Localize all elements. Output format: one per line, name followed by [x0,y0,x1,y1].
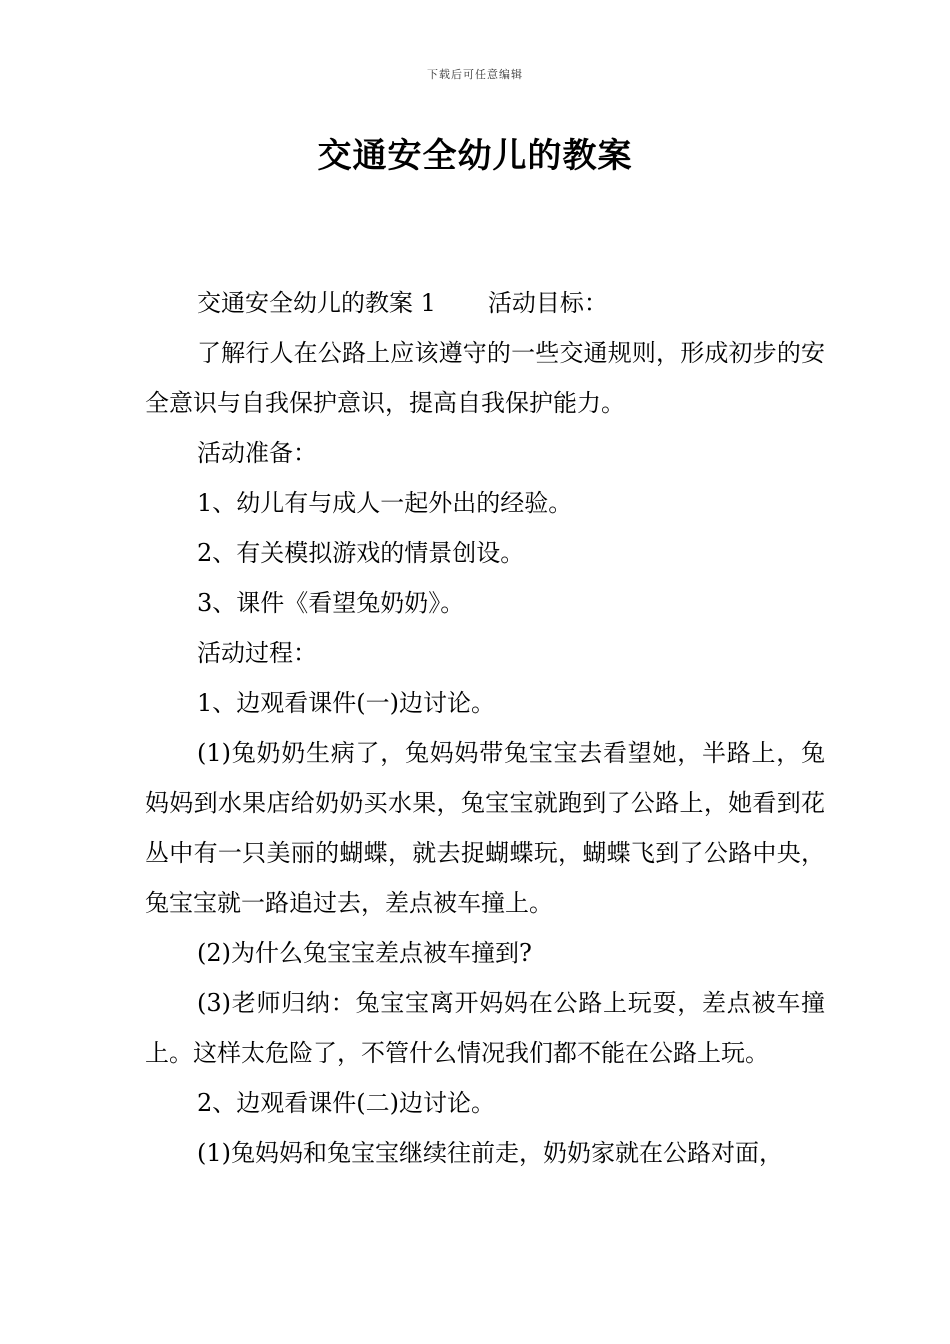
paragraph-prep-3: 3、课件《看望兔奶奶》。 [197,589,465,617]
paragraph-step-2: 2、边观看课件(二)边讨论。 [197,1089,495,1117]
paragraph-step-2-1: (1)兔妈妈和兔宝宝继续往前走，奶奶家就在公路对面， [197,1139,783,1167]
objective-heading: 活动目标： [487,289,608,317]
header-note: 下载后可任意编辑 [427,68,523,81]
paragraph-prep-2: 2、有关模拟游戏的情景创设。 [197,539,525,567]
section-label: 交通安全幼儿的教案 1 [197,289,436,317]
paragraph-preparation-heading: 活动准备： [197,439,317,467]
paragraph-step-1-3: (3)老师归纳：兔宝宝离开妈妈在公路上玩耍，差点被车撞上。这样太危险了，不管什么情况我们都不能在公路上玩。 [145,989,825,1067]
document-body [145,278,825,1178]
document-title: 交通安全幼儿的教案 [317,136,633,176]
section-heading-line [145,278,825,328]
paragraph-step-1: 1、边观看课件(一)边讨论。 [197,689,495,717]
paragraph-process-heading: 活动过程： [197,639,317,667]
paragraph-step-1-1: (1)兔奶奶生病了，兔妈妈带兔宝宝去看望她，半路上，兔妈妈到水果店给奶奶买水果，兔宝宝就跑到了公路上，她看到花丛中有一只美丽的蝴蝶，就去捉蝴蝶玩，蝴蝶飞到了公路中央，兔宝宝就一路追过去，差点被车撞上。 [145,739,825,917]
paragraph-step-1-2: (2)为什么兔宝宝差点被车撞到? [197,939,532,967]
paragraph-objective: 了解行人在公路上应该遵守的一些交通规则，形成初步的安全意识与自我保护意识，提高自我保护能力。 [145,339,825,417]
paragraph-prep-1: 1、幼儿有与成人一起外出的经验。 [197,489,573,517]
